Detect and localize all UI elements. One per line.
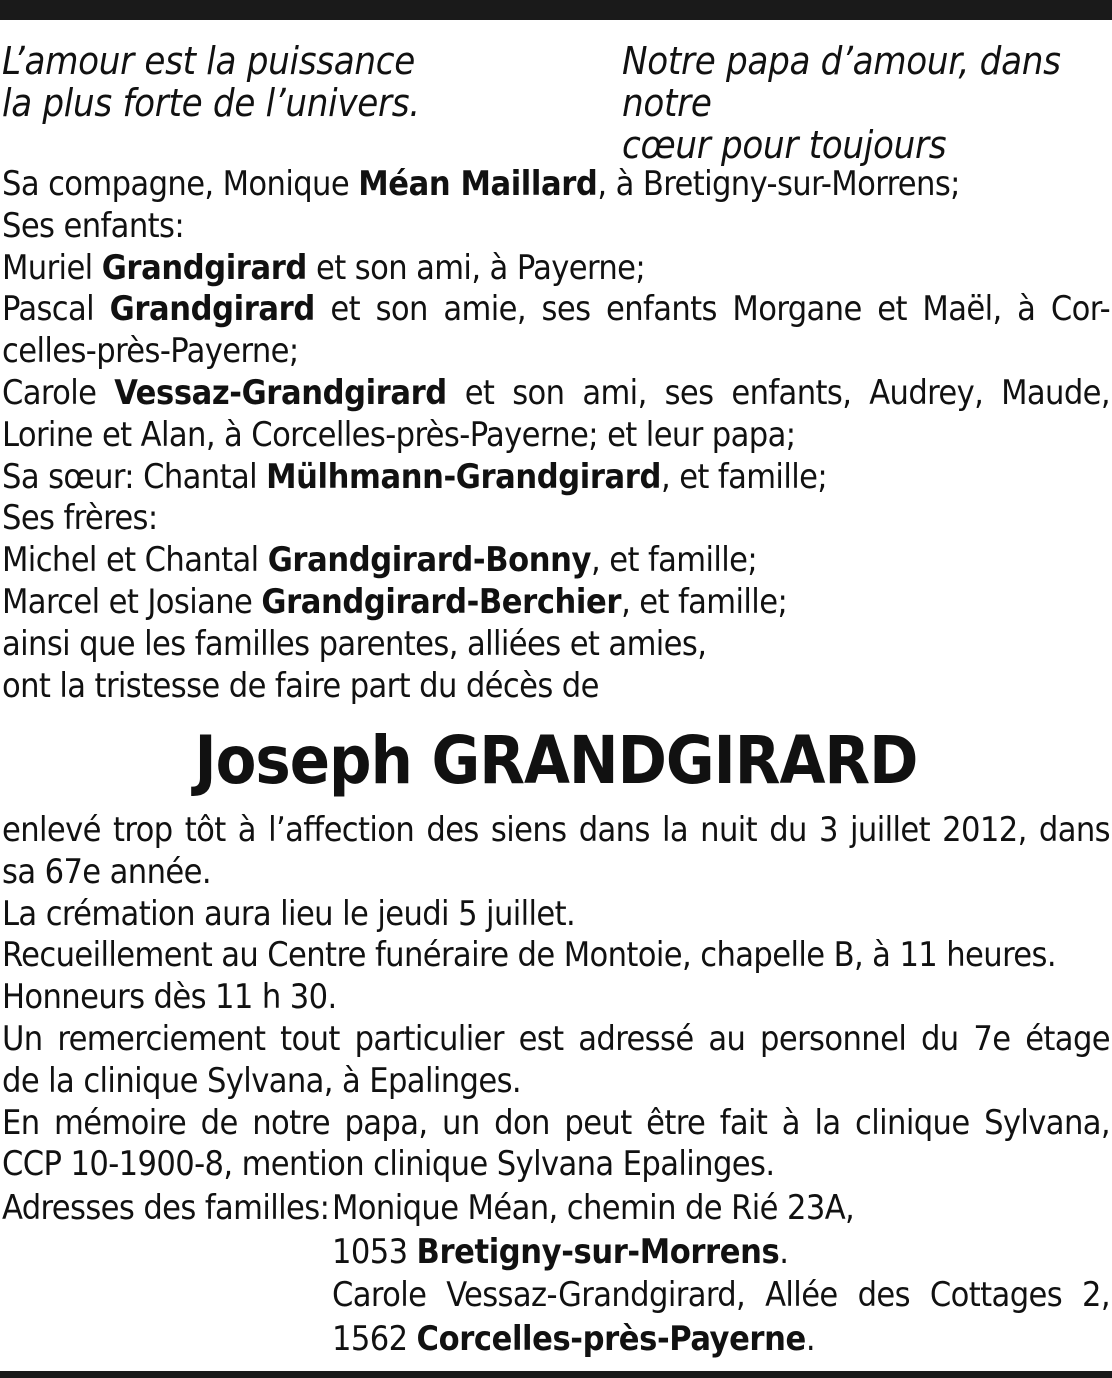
- quote-right-line: Notre papa d’amour, dans notre: [622, 39, 1061, 125]
- body-line: Honneurs dès 11 h 30.: [2, 977, 337, 1018]
- family-line: Muriel Grandgirard et son ami, à Payerne;: [2, 247, 646, 288]
- address-line: 1053 Bretigny-sur-Morrens.: [332, 1231, 789, 1272]
- family-line: Sa sœur: Chantal Mülhmann-Grandgirard, et famille;: [2, 456, 828, 497]
- body-line: de la clinique Sylvana, à Epalinges.: [2, 1060, 522, 1101]
- family-list: [2, 164, 1110, 707]
- quote-left-line: L’amour est la puissance: [2, 39, 415, 83]
- family-name: Grandgirard: [109, 289, 315, 330]
- family-name: Mülhmann-Grandgirard: [266, 456, 661, 497]
- address-line: Monique Méan, chemin de Rié 23A,: [332, 1188, 855, 1228]
- bottom-rule: [0, 1371, 1112, 1378]
- family-name: Grandgirard: [101, 247, 307, 288]
- family-line: Ses frères:: [2, 498, 158, 539]
- family-name: Méan Maillard: [358, 164, 598, 204]
- address-line: Carole Vessaz-Grandgirard, Allée des Cottages 2,: [332, 1275, 1110, 1315]
- family-line: Carole Vessaz-Grandgirard et son ami, ses enfants, Audrey, Maude,: [2, 372, 1110, 413]
- quote-right-line: cœur pour toujours: [622, 123, 947, 167]
- addresses-label: Adresses des familles:: [2, 1188, 330, 1228]
- body-line: Recueillement au Centre funéraire de Montoie, chapelle B, à 11 heures.: [2, 935, 1056, 976]
- family-line: Michel et Chantal Grandgirard-Bonny, et famille;: [2, 540, 758, 581]
- family-name: Grandgirard-Berchier: [261, 581, 622, 622]
- family-name: Vessaz-Grandgirard: [114, 372, 447, 413]
- address-line: 1562 Corcelles-près-Payerne.: [332, 1318, 815, 1359]
- body-line: enlevé trop tôt à l’affection des siens dans la nuit du 3 juillet 2012, dans: [2, 810, 1110, 850]
- quote-left-line: la plus forte de l’univers.: [2, 81, 420, 125]
- quote-right: [622, 40, 1112, 166]
- body-line: La crémation aura lieu le jeudi 5 juillet.: [2, 893, 576, 934]
- announcement-body: [2, 810, 1110, 1186]
- family-line: Lorine et Alan, à Corcelles-près-Payerne; et leur papa;: [2, 414, 796, 455]
- family-line: Marcel et Josiane Grandgirard-Berchier, et famille;: [2, 581, 788, 622]
- top-rule: [0, 0, 1112, 20]
- address-lines: [332, 1187, 1110, 1361]
- family-line: Sa compagne, Monique Méan Maillard, à Bretigny-sur-Morrens;: [2, 164, 960, 204]
- family-line: celles-près-Payerne;: [2, 331, 299, 372]
- address-locality: Bretigny-sur-Morrens: [416, 1231, 780, 1272]
- family-name: Grandgirard-Bonny: [267, 540, 592, 581]
- family-line: ainsi que les familles parentes, alliées et amies,: [2, 623, 707, 664]
- family-line: Ses enfants:: [2, 205, 185, 246]
- address-locality: Corcelles-près-Payerne: [416, 1318, 806, 1359]
- body-line: Un remerciement tout particulier est adressé au personnel du 7e étage: [2, 1018, 1110, 1059]
- family-line: ont la tristesse de faire part du décès de: [2, 665, 599, 706]
- deceased-name: Joseph GRANDGIRARD: [194, 722, 918, 799]
- body-line: CCP 10-1900-8, mention clinique Sylvana Epalinges.: [2, 1144, 775, 1185]
- body-line: En mémoire de notre papa, un don peut être fait à la clinique Sylvana,: [2, 1102, 1110, 1143]
- quote-left: [2, 40, 562, 124]
- body-line: sa 67e année.: [2, 851, 211, 892]
- family-line: Pascal Grandgirard et son amie, ses enfants Morgane et Maël, à Cor-: [2, 289, 1111, 330]
